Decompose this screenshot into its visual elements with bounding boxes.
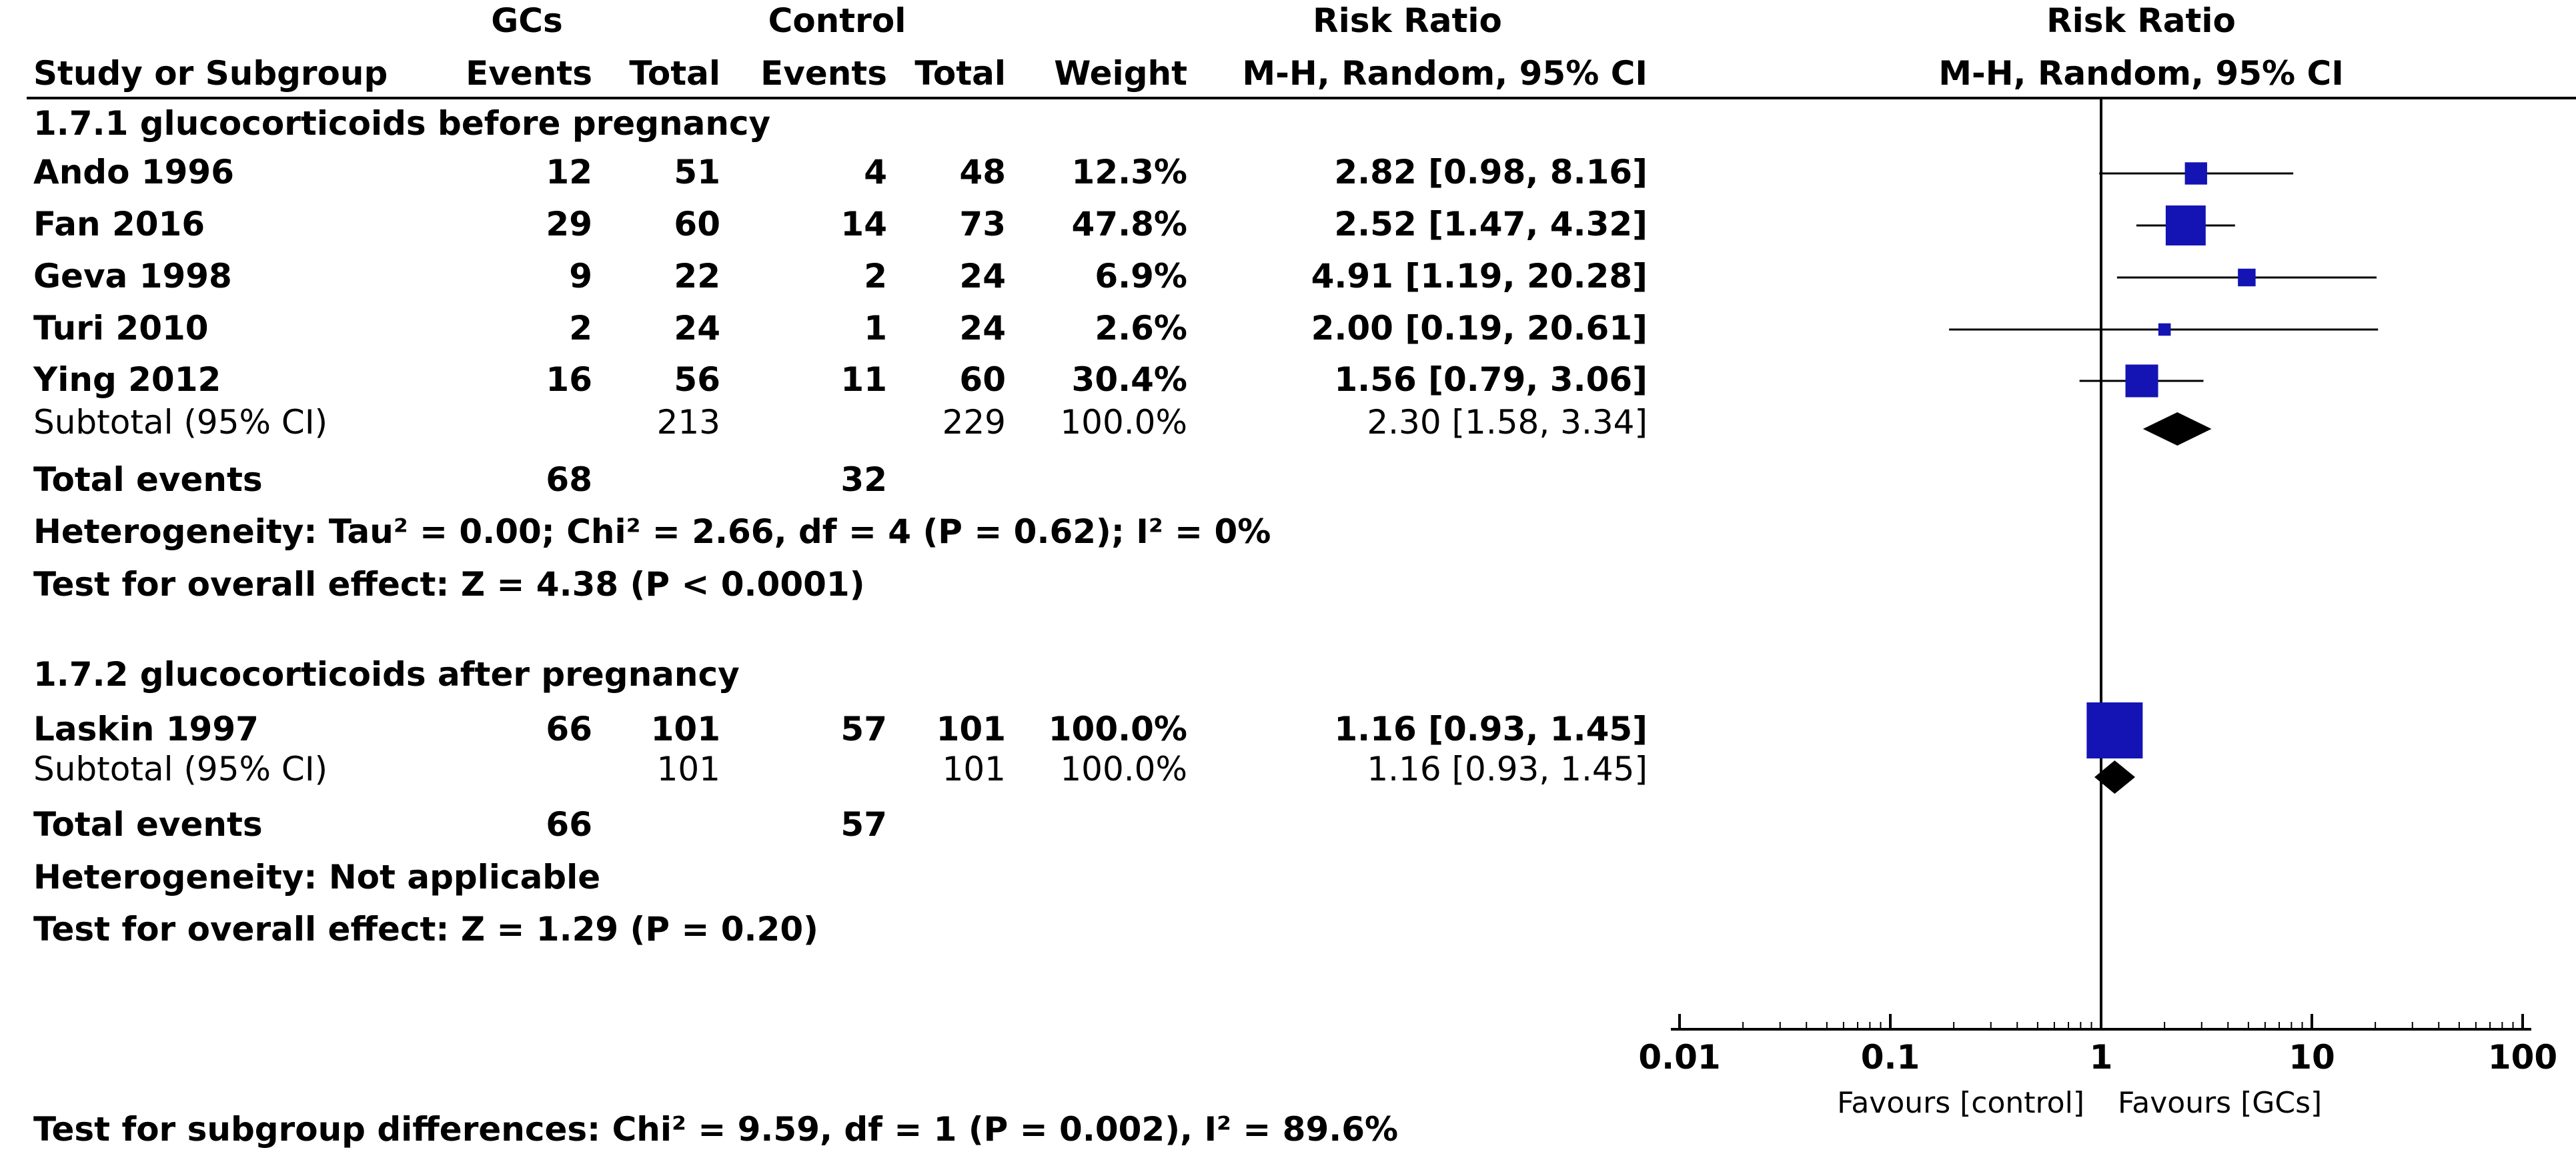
plot-axis <box>1638 98 2557 1077</box>
study-name: Turi 2010 <box>33 309 209 348</box>
total-events-ctrl: 57 <box>840 805 887 844</box>
gcs-total: 22 <box>674 257 720 296</box>
x-tick-label: 0.01 <box>1638 1038 1721 1077</box>
study-marker <box>2158 324 2171 336</box>
total-events-gcs: 68 <box>546 460 592 499</box>
ctrl-events: 2 <box>864 257 887 296</box>
ci-text: 2.82 [0.98, 8.16] <box>1334 153 1648 191</box>
weight: 100.0% <box>1048 710 1187 748</box>
table-row <box>33 360 1648 399</box>
header-study: Study or Subgroup <box>33 54 388 93</box>
gcs-events: 16 <box>546 360 592 399</box>
subtotal-label: Subtotal (95% CI) <box>33 403 328 442</box>
study-name: Laskin 1997 <box>33 710 259 748</box>
weight: 12.3% <box>1071 153 1187 191</box>
plot-marks <box>1949 162 2378 794</box>
study-marker <box>2166 205 2206 245</box>
ctrl-total: 60 <box>959 360 1006 399</box>
subgroup-differences: Test for subgroup differences: Chi² = 9.59, df = 1 (P = 0.002), I² = 89.6% <box>33 1110 1399 1149</box>
study-marker <box>2086 702 2142 758</box>
weight: 6.9% <box>1095 257 1187 296</box>
total-events-gcs: 66 <box>546 805 592 844</box>
subtotal-diamond <box>2143 412 2212 446</box>
ci-text: 2.52 [1.47, 4.32] <box>1334 205 1648 243</box>
column-headers <box>33 1 2344 93</box>
group-title: 1.7.2 glucocorticoids after pregnancy <box>33 655 740 694</box>
subtotal-gcs-total: 213 <box>656 403 720 442</box>
group-1 <box>33 104 1648 604</box>
study-marker <box>2126 364 2158 397</box>
group-2 <box>33 655 1648 949</box>
subtotal-row <box>33 403 1648 442</box>
header-risk-ratio: Risk Ratio <box>1313 1 1502 40</box>
header-gcs-total: Total <box>629 54 720 93</box>
table-row <box>33 153 1648 191</box>
gcs-total: 101 <box>650 710 720 748</box>
ci-text: 4.91 [1.19, 20.28] <box>1311 257 1648 296</box>
subtotal-label: Subtotal (95% CI) <box>33 750 328 788</box>
total-events-ctrl: 32 <box>840 460 887 499</box>
ctrl-events: 57 <box>840 710 887 748</box>
header-control: Control <box>768 1 906 40</box>
favours-control: Favours [control] <box>1837 1086 2084 1120</box>
weight: 30.4% <box>1071 360 1187 399</box>
header-gcs: GCs <box>491 1 563 40</box>
weight: 2.6% <box>1095 309 1187 348</box>
subtotal-row <box>33 750 1648 788</box>
table-row <box>33 205 1648 243</box>
subtotal-ci: 2.30 [1.58, 3.34] <box>1367 403 1648 442</box>
subtotal-gcs-total: 101 <box>656 750 720 788</box>
subtotal-weight: 100.0% <box>1060 750 1187 788</box>
gcs-events: 66 <box>546 710 592 748</box>
favours-gcs: Favours [GCs] <box>2118 1086 2323 1120</box>
weight: 47.8% <box>1071 205 1187 243</box>
heterogeneity: Heterogeneity: Not applicable <box>33 858 601 897</box>
gcs-total: 51 <box>674 153 720 191</box>
ctrl-total: 24 <box>959 257 1006 296</box>
header-risk-ratio-plot: Risk Ratio <box>2046 1 2236 40</box>
group-title: 1.7.1 glucocorticoids before pregnancy <box>33 104 771 143</box>
header-method-plot: M-H, Random, 95% CI <box>1938 54 2344 93</box>
x-tick-label: 1 <box>2089 1038 2113 1077</box>
header-gcs-events: Events <box>466 54 592 93</box>
ctrl-events: 11 <box>840 360 887 399</box>
gcs-events: 29 <box>546 205 592 243</box>
overall-effect: Test for overall effect: Z = 4.38 (P < 0.0001) <box>33 565 865 604</box>
gcs-events: 12 <box>546 153 592 191</box>
table-row <box>33 309 1648 348</box>
ci-text: 2.00 [0.19, 20.61] <box>1311 309 1648 348</box>
heterogeneity: Heterogeneity: Tau² = 0.00; Chi² = 2.66, df = 4 (P = 0.62); I² = 0% <box>33 512 1271 551</box>
ctrl-total: 48 <box>959 153 1006 191</box>
ctrl-total: 101 <box>936 710 1006 748</box>
gcs-events: 9 <box>569 257 592 296</box>
ctrl-total: 24 <box>959 309 1006 348</box>
ci-text: 1.56 [0.79, 3.06] <box>1334 360 1648 399</box>
total-events-row <box>33 460 887 499</box>
ci-text: 1.16 [0.93, 1.45] <box>1334 710 1648 748</box>
x-tick-label: 10 <box>2289 1038 2335 1077</box>
header-ctrl-events: Events <box>760 54 887 93</box>
study-marker <box>2185 162 2207 184</box>
gcs-events: 2 <box>569 309 592 348</box>
total-events-label: Total events <box>33 460 263 499</box>
study-name: Geva 1998 <box>33 257 232 296</box>
subtotal-ci: 1.16 [0.93, 1.45] <box>1367 750 1648 788</box>
study-marker <box>2238 269 2255 286</box>
x-tick-label: 100 <box>2487 1038 2558 1077</box>
study-name: Fan 2016 <box>33 205 205 243</box>
table-row <box>33 710 1648 748</box>
subtotal-ctrl-total: 101 <box>942 750 1006 788</box>
header-weight: Weight <box>1054 54 1187 93</box>
gcs-total: 24 <box>674 309 720 348</box>
subtotal-weight: 100.0% <box>1060 403 1187 442</box>
gcs-total: 56 <box>674 360 720 399</box>
ctrl-events: 4 <box>864 153 887 191</box>
ctrl-total: 73 <box>959 205 1006 243</box>
x-tick-label: 0.1 <box>1860 1038 1920 1077</box>
header-method: M-H, Random, 95% CI <box>1242 54 1648 93</box>
gcs-total: 60 <box>674 205 720 243</box>
overall-effect: Test for overall effect: Z = 1.29 (P = 0.20) <box>33 910 818 949</box>
ctrl-events: 14 <box>840 205 887 243</box>
study-name: Ando 1996 <box>33 153 235 191</box>
ctrl-events: 1 <box>864 309 887 348</box>
subtotal-ctrl-total: 229 <box>942 403 1006 442</box>
total-events-row <box>33 805 887 844</box>
study-name: Ying 2012 <box>33 360 221 399</box>
favours-labels <box>1837 1086 2322 1120</box>
table-row <box>33 257 1648 296</box>
header-ctrl-total: Total <box>914 54 1006 93</box>
total-events-label: Total events <box>33 805 263 844</box>
